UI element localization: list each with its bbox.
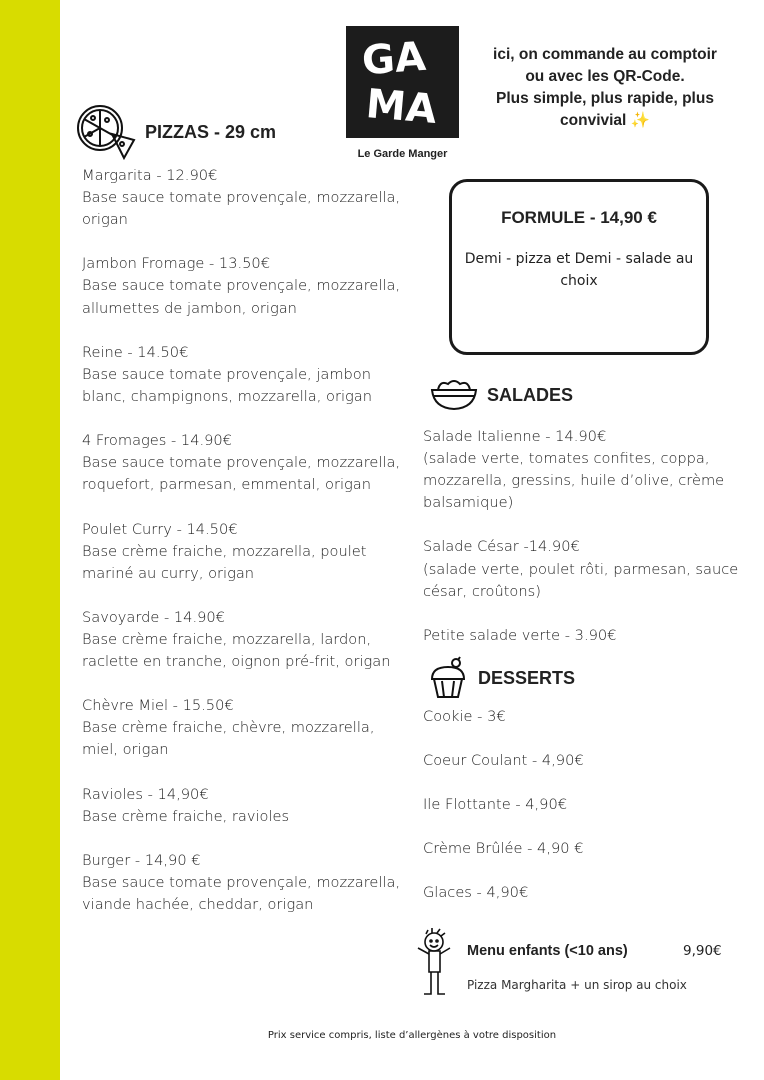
logo-text-1: GA: [360, 33, 428, 85]
pizza-name: 4 Fromages - 14.90€: [82, 432, 232, 450]
pizza-name: Chèvre Miel - 15.50€: [82, 697, 234, 715]
pizza-desc: Base crème fraiche, chèvre, mozzarella, miel, origan: [82, 719, 375, 759]
pizza-desc: Base sauce tomate provençale, jambon blanc, champignons, mozzarella, origan: [82, 365, 372, 405]
pizza-desc: Base crème fraiche, ravioles: [82, 807, 290, 825]
pizza-desc: Base sauce tomate provençale, mozzarella, roquefort, parmesan, emmental, origan: [82, 454, 401, 494]
logo-subtitle: Le Garde Manger: [357, 148, 448, 160]
kids-menu-desc: Pizza Margharita + un sirop au choix: [467, 978, 687, 992]
salad-bowl-icon: [430, 376, 478, 412]
kids-menu-price: 9,90€: [683, 943, 722, 959]
tagline-line: ou avec les QR-Code.: [525, 68, 685, 85]
kids-menu-title: Menu enfants (<10 ans): [467, 943, 628, 959]
pizza-name: Reine - 14.50€: [82, 343, 189, 361]
salad-desc: (salade verte, poulet rôti, parmesan, sauce césar, croûtons): [423, 560, 739, 600]
pizza-name: Savoyarde - 14.90€: [82, 608, 225, 626]
salad-name: Petite salade verte - 3.90€: [423, 626, 617, 644]
tagline-line: ici, on commande au comptoir: [493, 46, 717, 63]
pizza-desc: Base sauce tomate provençale, mozzarella, viande hachée, cheddar, origan: [82, 874, 401, 914]
tagline-line: Plus simple, plus rapide, plus: [496, 90, 714, 107]
desserts-heading: DESSERTS: [478, 668, 576, 688]
pizza-desc: Base sauce tomate provençale, mozzarella, origan: [82, 189, 401, 229]
salad-item: [423, 625, 753, 647]
salades-heading: SALADES: [487, 385, 574, 405]
pizza-name: Burger - 14,90 €: [82, 851, 201, 869]
pizza-item: [82, 342, 407, 408]
pizza-name: Ravioles - 14,90€: [82, 785, 209, 803]
salad-name: Salade Italienne - 14.90€: [423, 428, 607, 445]
pizza-desc: Base crème fraiche, mozzarella, lardon, raclette en tranche, oignon pré-frit, origan: [82, 630, 391, 671]
pizza-name: Jambon Fromage - 13.50€: [82, 255, 270, 273]
dessert-item: Crème Brûlée - 4,90 €: [423, 840, 584, 858]
dessert-item: Ile Flottante - 4,90€: [423, 796, 568, 814]
salad-list: [423, 426, 753, 669]
pizza-name: Poulet Curry - 14.50€: [82, 520, 238, 538]
formule-title: FORMULE - 14,90 €: [501, 208, 657, 227]
dessert-item: Glaces - 4,90€: [423, 884, 529, 902]
dessert-item: Coeur Coulant - 4,90€: [423, 752, 584, 770]
dessert-item: Cookie - 3€: [423, 708, 506, 725]
formule-desc: Demi - pizza et Demi - salade au choix: [464, 251, 694, 289]
salad-name: Salade César -14.90€: [423, 538, 580, 556]
pizza-item: [82, 165, 407, 231]
pizza-item: [82, 430, 407, 496]
pizza-item: [82, 253, 407, 319]
pizza-list: [82, 165, 407, 938]
pizza-item: [82, 519, 407, 585]
pizza-desc: Base sauce tomate provençale, mozzarella, allumettes de jambon, origan: [82, 277, 401, 317]
pizza-desc: Base crème fraiche, mozzarella, poulet mariné au curry, origan: [82, 542, 367, 582]
pizza-item: [82, 695, 407, 761]
pizza-icon: [76, 104, 138, 160]
salad-item: [423, 426, 753, 514]
formule-box: [449, 179, 709, 355]
pizza-item: [82, 850, 407, 916]
accent-bar: [0, 0, 60, 1080]
dessert-list: [423, 706, 743, 926]
gama-logo: [346, 26, 459, 138]
salad-desc: (salade verte, tomates confites, coppa, mozzarella, gressins, huile d’olive, crème balsamique): [423, 450, 725, 512]
tagline: [470, 44, 740, 132]
footer-note: Prix service compris, liste d’allergènes à votre disposition: [267, 1030, 557, 1041]
child-drawing-icon: [412, 928, 458, 1000]
cupcake-icon: [428, 655, 468, 699]
pizza-item: [82, 784, 407, 828]
tagline-line: convivial ✨: [560, 112, 650, 129]
pizzas-heading: PIZZAS - 29 cm: [145, 122, 277, 142]
pizza-name: Margarita - 12.90€: [82, 167, 218, 184]
pizza-item: [82, 607, 407, 673]
salad-item: [423, 536, 753, 602]
logo-text-2: MA: [364, 81, 439, 133]
